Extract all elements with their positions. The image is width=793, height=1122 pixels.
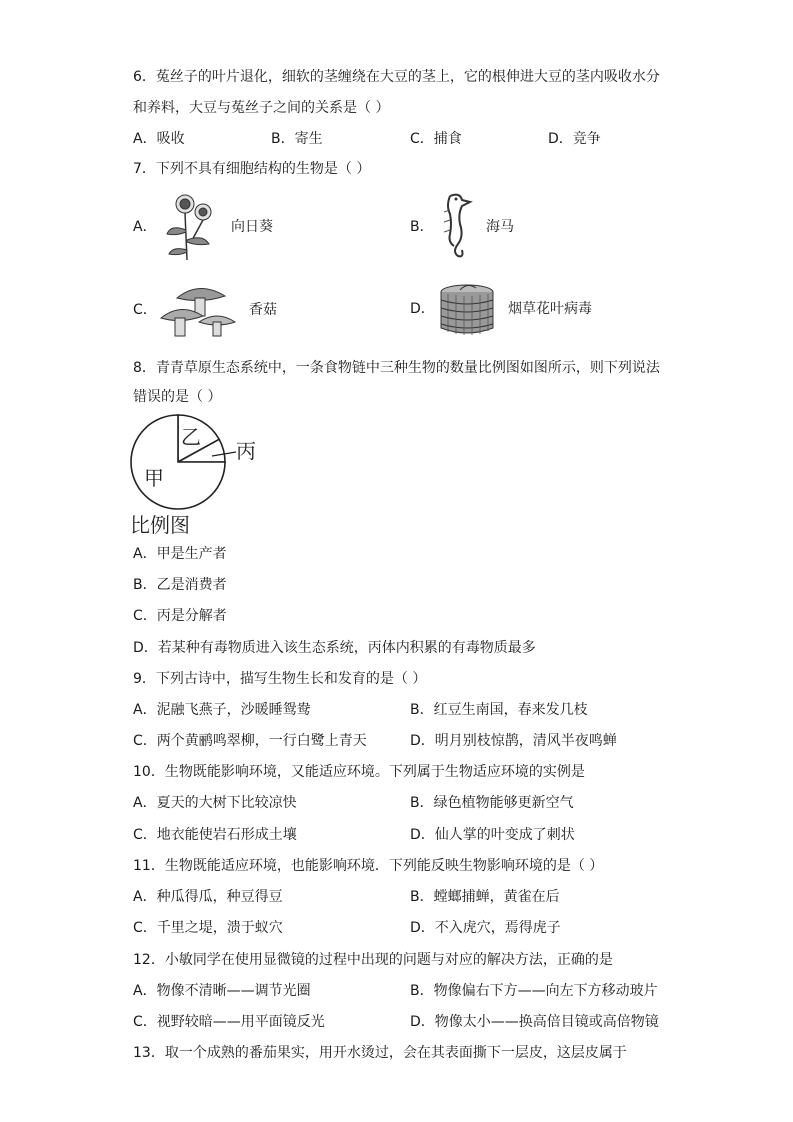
q7-option-d (410, 278, 592, 338)
q7-stem: 7．下列不具有细胞结构的生物是（ ） (133, 161, 371, 177)
q12-option-d: D．物像太小——换高倍目镜或高倍物镜 (410, 1014, 659, 1030)
q11-option-b: B．螳螂捕蝉，黄雀在后 (410, 889, 560, 905)
q12-stem: 12．小敏同学在使用显微镜的过程中出现的问题与对应的解决方法，正确的是 (133, 952, 613, 968)
q6-stem-line1: 6．菟丝子的叶片退化，细软的茎缠绕在大豆的茎上，它的根伸进大豆的茎内吸收水分 (133, 69, 660, 85)
q7-option-b-name: 海马 (486, 219, 514, 235)
q10-stem: 10．生物既能影响环境，又能适应环境。下列属于生物适应环境的实例是 (133, 764, 585, 780)
q8-option-d: D．若某种有毒物质进入该生态系统，丙体内积累的有毒物质最多 (133, 640, 536, 656)
q7-option-a (133, 190, 273, 262)
mushroom-icon (159, 278, 239, 340)
sunflower-icon (159, 190, 221, 262)
q9-option-d: D．明月别枝惊鹊，清风半夜鸣蝉 (410, 733, 617, 749)
q7-option-c-name: 香菇 (249, 302, 277, 318)
q6-stem-line2: 和养料，大豆与菟丝子之间的关系是（ ） (133, 100, 390, 116)
q9-option-b: B．红豆生南国，春来发几枝 (410, 702, 588, 718)
q11-option-c: C．千里之堤，溃于蚁穴 (133, 920, 283, 936)
q7-option-a-letter: A． (133, 219, 157, 235)
tobacco-mosaic-virus-icon (436, 278, 498, 338)
q9-option-a: A．泥融飞燕子，沙暖睡鸳鸯 (133, 702, 311, 718)
q9-stem: 9．下列古诗中，描写生物生长和发育的是（ ） (133, 671, 427, 687)
q8-option-a: A．甲是生产者 (133, 546, 227, 562)
pie-chart (128, 412, 268, 537)
q6-option-c: C．捕食 (410, 131, 462, 147)
q13-stem: 13．取一个成熟的番茄果实，用开水烫过，会在其表面撕下一层皮，这层皮属于 (133, 1045, 627, 1061)
q7-option-c (133, 278, 277, 340)
q11-stem: 11．生物既能适应环境，也能影响环境．下列能反映生物影响环境的是（ ） (133, 858, 604, 874)
q7-option-c-letter: C． (133, 302, 157, 318)
q7-option-a-name: 向日葵 (231, 219, 273, 235)
pie-label-bing: 丙 (236, 439, 256, 463)
q7-option-d-name: 烟草花叶病毒 (508, 301, 592, 317)
q12-option-b: B．物像偏右下方——向左下方移动玻片 (410, 983, 658, 999)
q10-option-c: C．地衣能使岩石形成土壤 (133, 827, 297, 843)
q8-stem-line1: 8．青青草原生态系统中，一条食物链中三种生物的数量比例图如图所示，则下列说法 (133, 360, 660, 376)
q6-option-b: B．寄生 (271, 131, 323, 147)
pie-label-jia: 甲 (144, 466, 164, 490)
q7-option-b-letter: B． (410, 219, 434, 235)
seahorse-icon (436, 190, 476, 262)
q9-option-c: C．两个黄鹂鸣翠柳，一行白鹭上青天 (133, 733, 367, 749)
q12-option-a: A．物像不清晰——调节光圈 (133, 983, 311, 999)
q7-option-d-letter: D． (410, 301, 435, 317)
q7-option-b (410, 190, 514, 262)
q10-option-d: D．仙人掌的叶变成了刺状 (410, 827, 575, 843)
q8-option-b: B．乙是消费者 (133, 577, 227, 593)
q11-option-d: D．不入虎穴，焉得虎子 (410, 920, 561, 936)
q10-option-b: B．绿色植物能够更新空气 (410, 795, 574, 811)
q10-option-a: A．夏天的大树下比较凉快 (133, 795, 297, 811)
q8-stem-line2: 错误的是（ ） (133, 389, 222, 405)
pie-label-yi: 乙 (181, 425, 201, 449)
q8-option-c: C．丙是分解者 (133, 608, 227, 624)
q6-option-a: A．吸收 (133, 131, 185, 147)
q12-option-c: C．视野较暗——用平面镜反光 (133, 1014, 325, 1030)
q11-option-a: A．种瓜得瓜，种豆得豆 (133, 889, 283, 905)
pie-caption: 比例图 (130, 513, 190, 537)
q6-option-d: D．竞争 (548, 131, 601, 147)
